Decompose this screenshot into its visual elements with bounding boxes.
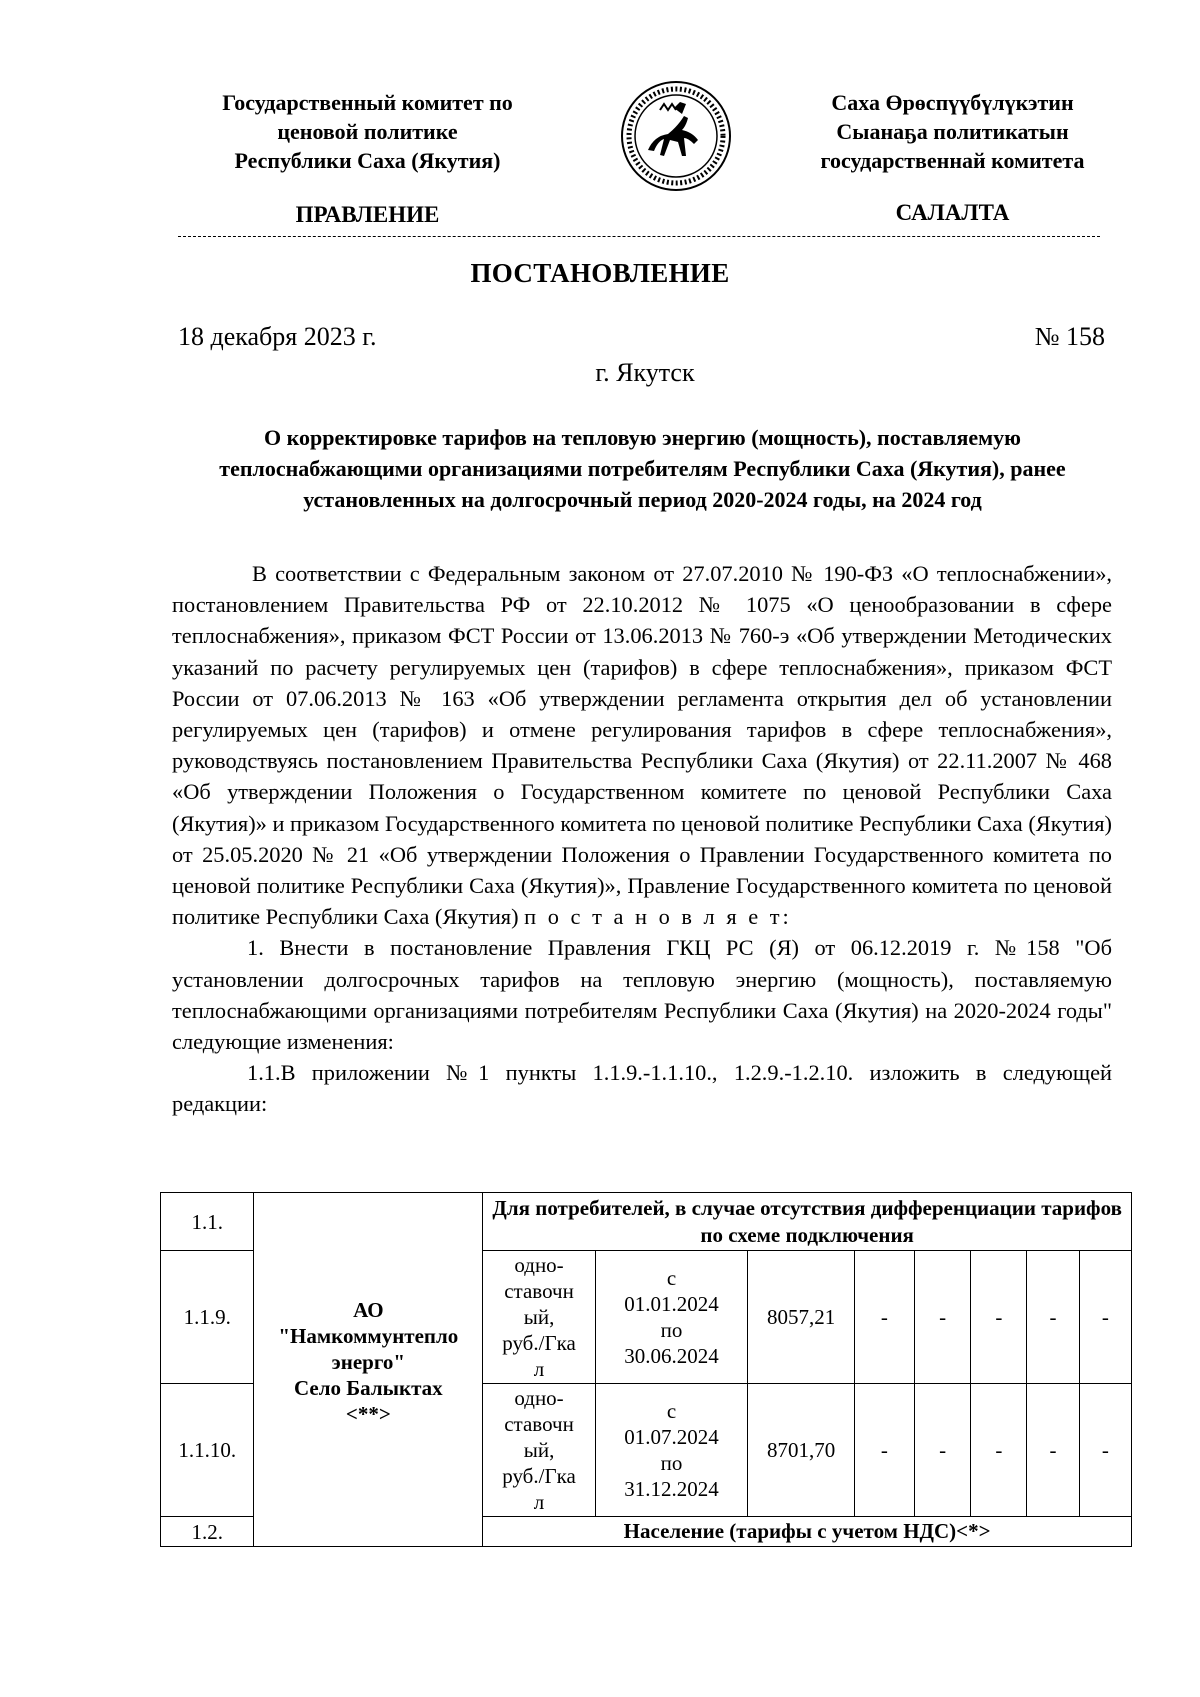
period-line: с [666, 1399, 677, 1423]
tariff-type-line: ый, [523, 1438, 555, 1462]
empty-value: - [854, 1384, 914, 1517]
board-label-left: ПРАВЛЕНИЕ [295, 202, 440, 227]
left-org-line: ценовой политике [277, 119, 458, 144]
right-org-line: государственнай комитета [820, 148, 1085, 173]
right-org-name [770, 88, 1135, 175]
table-row [161, 1193, 1132, 1251]
empty-value: - [915, 1384, 971, 1517]
resolves-text: п о с т а н о в л я е т: [524, 904, 792, 930]
left-org-line: Государственный комитет по [222, 90, 513, 115]
empty-value: - [971, 1384, 1027, 1517]
empty-value: - [854, 1251, 914, 1384]
left-org-line: Республики Саха (Якутия) [234, 148, 501, 173]
period-line: по [660, 1318, 683, 1342]
row-number: 1.1.10. [161, 1384, 254, 1517]
tariff-type-line: л [533, 1357, 545, 1381]
item-1: 1. Внести в постановление Правления ГКЦ РС (Я) от 06.12.2019 г. №158 "Об установлении долгосрочных тарифов на тепловую энергию (мощность), поставляемую теплоснабжающими организациями потребителям Республики Саха (Якутия) на 2020-2024 годы" следующие изменения: [172, 935, 1112, 1055]
tariff-type-line: л [533, 1490, 545, 1514]
empty-value: - [1079, 1251, 1131, 1384]
left-org-name [195, 88, 540, 175]
coat-of-arms-emblem-icon [620, 80, 732, 192]
period-line: 01.07.2024 [624, 1425, 719, 1449]
organization-line: энерго" [331, 1349, 406, 1374]
period-line: 30.06.2024 [624, 1344, 719, 1368]
period-line: с [666, 1266, 677, 1290]
empty-value: - [1079, 1384, 1131, 1517]
period-line: 01.01.2024 [624, 1292, 719, 1316]
item-1-1: 1.1.В приложении №1 пункты 1.1.9.-1.1.10., 1.2.9.-1.2.10. изложить в следующей редакции: [172, 1060, 1112, 1117]
empty-value: - [1027, 1251, 1079, 1384]
tariff-type [483, 1384, 595, 1517]
tariff-period [595, 1251, 748, 1384]
board-label-right: САЛАЛТА [895, 200, 1010, 225]
row-number: 1.1.9. [161, 1251, 254, 1384]
organization-line: Село Балыктах [293, 1375, 443, 1400]
organization-cell [254, 1193, 483, 1547]
organization-line: <**> [345, 1401, 391, 1426]
tariff-type-line: одно- [514, 1253, 564, 1277]
tariff-type-line: одно- [514, 1386, 564, 1410]
tariff-type-line: руб./Гка [502, 1464, 576, 1488]
organization-line: АО [353, 1297, 384, 1322]
tariff-value: 8701,70 [748, 1384, 854, 1517]
empty-value: - [971, 1251, 1027, 1384]
document-type-title: ПОСТАНОВЛЕНИЕ [470, 258, 730, 288]
tariff-period [595, 1384, 748, 1517]
tariff-type-line: руб./Гка [502, 1331, 576, 1355]
period-line: 31.12.2024 [624, 1477, 719, 1501]
group-header: Для потребителей, в случае отсутствия дифференциации тарифов по схеме подключения [483, 1193, 1132, 1251]
right-org-line: Сыанаҕа политикатын [836, 119, 1069, 144]
document-subject: О корректировке тарифов на тепловую энергию (мощность), поставляемую теплоснабжающими организациями потребителям Республики Саха (Якутия), ранее установленных на долгосрочный период 2020-2024 годы, на 2024 год [219, 425, 1066, 512]
dashed-separator [178, 236, 1100, 237]
document-body [172, 558, 1112, 1120]
right-org-line: Саха Өрөспүүбүлүкэтин [831, 90, 1074, 115]
group-header: Население (тарифы с учетом НДС)<*> [483, 1517, 1132, 1547]
organization-line: "Намкоммунтепло [278, 1323, 459, 1348]
empty-value: - [1027, 1384, 1079, 1517]
empty-value: - [915, 1251, 971, 1384]
document-number: № 158 [1034, 322, 1105, 351]
row-number: 1.2. [161, 1517, 254, 1547]
row-number: 1.1. [161, 1193, 254, 1251]
preamble-paragraph [172, 558, 1112, 932]
tariff-type-line: ый, [523, 1305, 555, 1329]
document-date: 18 декабря 2023 г. [178, 322, 377, 351]
tariff-value: 8057,21 [748, 1251, 854, 1384]
document-city: г. Якутск [595, 358, 695, 387]
tariff-type-line: ставочн [504, 1279, 574, 1303]
tariff-type-line: ставочн [504, 1412, 574, 1436]
tariff-table [160, 1192, 1132, 1547]
preamble-text: В соответствии с Федеральным законом от 27.07.2010 № 190-ФЗ «О теплоснабжении», постановлением Правительства РФ от 22.10.2012 № 1075 «О ценообразовании в сфере теплоснабжения», приказом ФСТ России от 13.06.2013 № 760-э «Об утверждении Методических указаний по расчету регулируемых цен (тарифов) в сфере теплоснабжения», приказом ФСТ России от 07.06.2013 № 163 «Об утверждении регламента открытия дел об установлении регулируемых цен (тарифов) и отмене регулирования тарифов в сфере теплоснабжения», руководствуясь постановлением Правительства Республики Саха (Якутия) от 22.11.2007 № 468 «Об утверждении Положения о Государственном комитете по ценовой Республики Саха (Якутия)» и приказом Государственного комитета по ценовой политике Республики Саха (Якутия) от 25.05.2020 № 21 «Об утверждении Положения о Правлении Государственного комитета по ценовой политике Республики Саха (Якутия)», Правление Государственного комитета по ценовой политике Республики Саха (Якутия) [172, 561, 1112, 930]
period-line: по [660, 1451, 683, 1475]
tariff-type [483, 1251, 595, 1384]
